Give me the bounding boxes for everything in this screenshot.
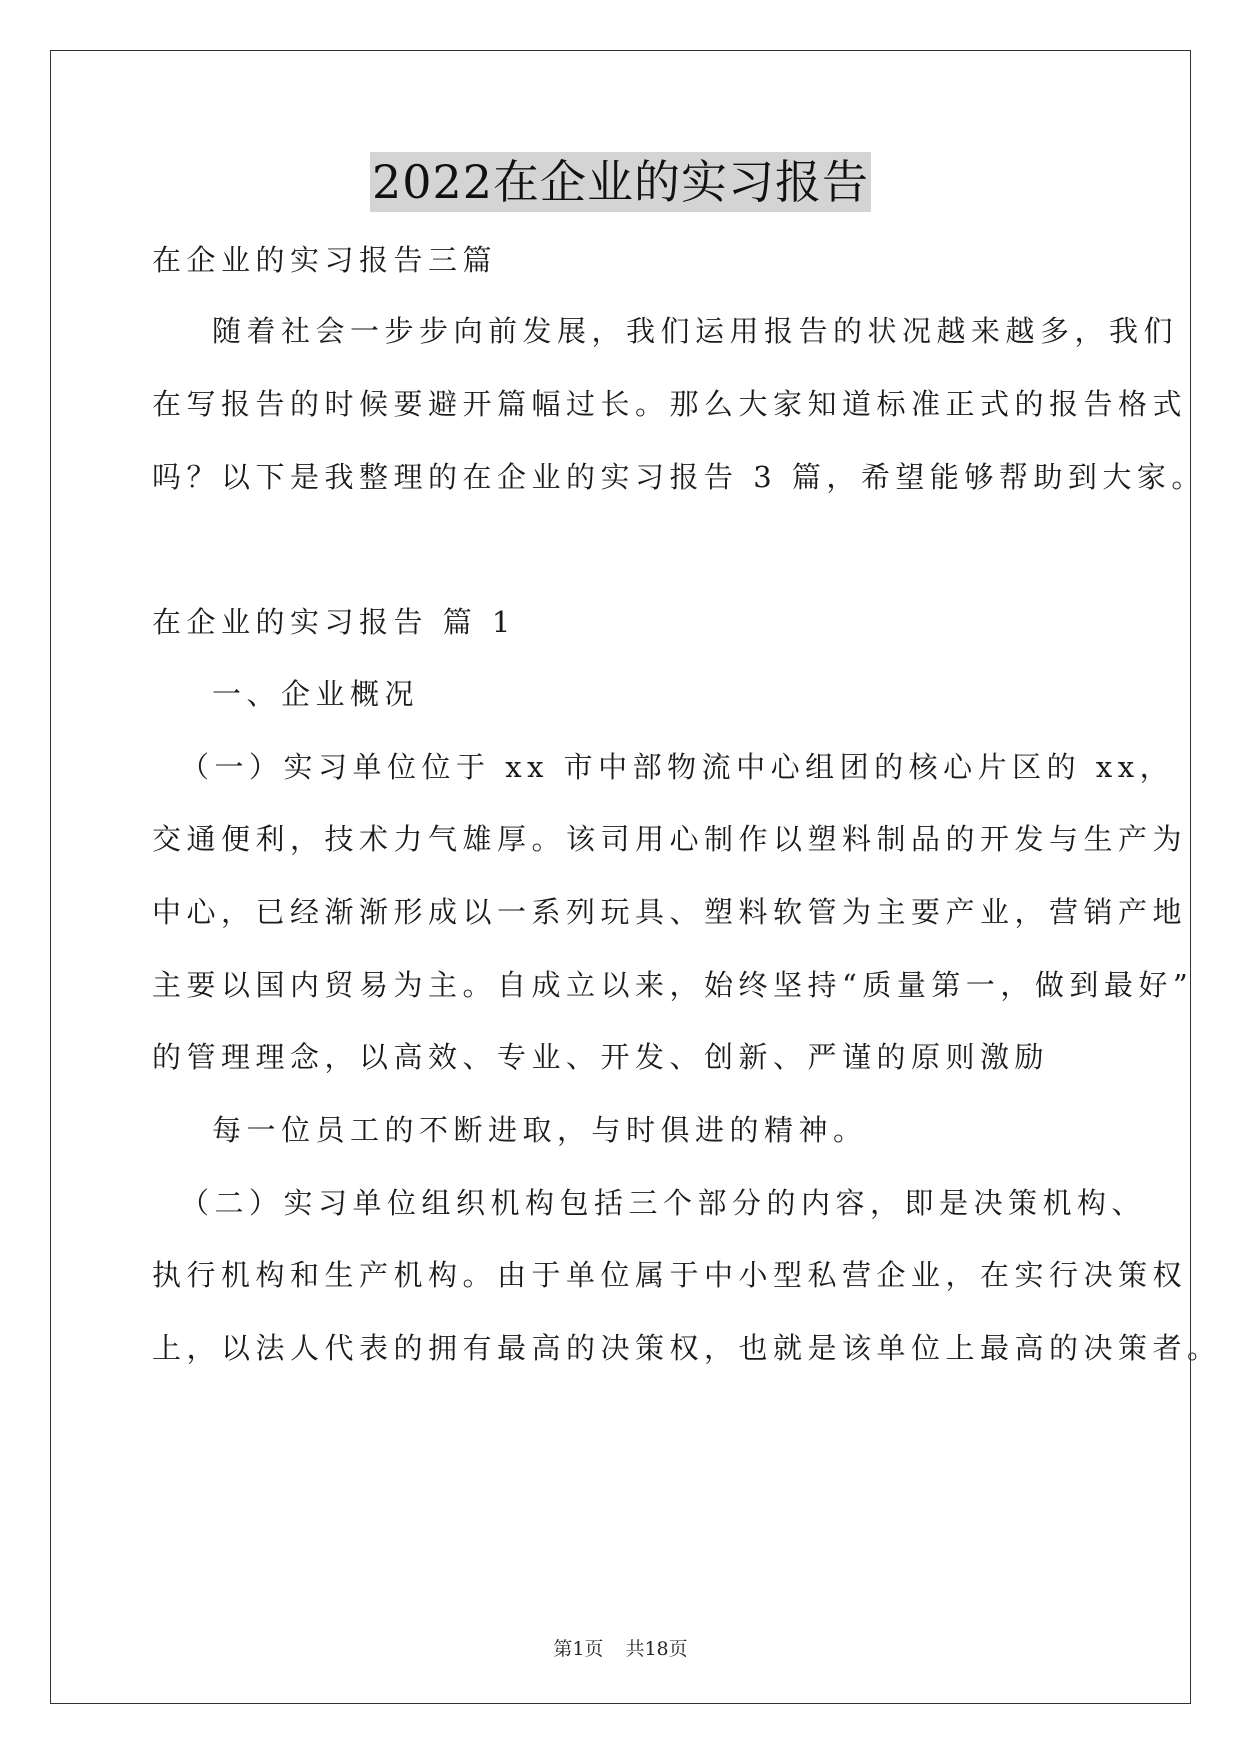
subsection-heading: 一、企业概况 xyxy=(212,677,420,711)
section-heading: 在企业的实习报告 篇 1 xyxy=(152,605,516,639)
paragraph-line: 的管理理念，以高效、专业、开发、创新、严谨的原则激励 xyxy=(152,1040,1050,1074)
page-border xyxy=(50,50,1194,1704)
title-container xyxy=(0,152,1241,212)
paragraph-line: 上，以法人代表的拥有最高的决策权，也就是该单位上最高的决策者。 xyxy=(152,1331,1222,1365)
page-total: 共18页 xyxy=(625,1638,688,1660)
paragraph-line: 交通便利，技术力气雄厚。该司用心制作以塑料制品的开发与生产为 xyxy=(152,822,1188,856)
paragraph-line: （一）实习单位位于 xx 市中部物流中心组团的核心片区的 xx， xyxy=(180,750,1175,784)
document-title: 2022在企业的实习报告 xyxy=(370,152,871,212)
page-footer xyxy=(0,1634,1241,1661)
subtitle-line: 在企业的实习报告三篇 xyxy=(152,243,498,277)
page-number: 第1页 xyxy=(553,1638,604,1660)
paragraph-line: 每一位员工的不断进取，与时俱进的精神。 xyxy=(212,1113,868,1147)
paragraph-line: 吗？以下是我整理的在企业的实习报告 3 篇，希望能够帮助到大家。 xyxy=(152,460,1206,494)
paragraph-line: 随着社会一步步向前发展，我们运用报告的状况越来越多，我们 xyxy=(212,314,1179,348)
paragraph-line: 在写报告的时候要避开篇幅过长。那么大家知道标准正式的报告格式 xyxy=(152,387,1188,421)
paragraph-line: （二）实习单位组织机构包括三个部分的内容，即是决策机构、 xyxy=(180,1186,1147,1220)
paragraph-line: 中心，已经渐渐形成以一系列玩具、塑料软管为主要产业，营销产地 xyxy=(152,895,1188,929)
paragraph-line: 主要以国内贸易为主。自成立以来，始终坚持“质量第一，做到最好” xyxy=(152,968,1194,1002)
paragraph-line: 执行机构和生产机构。由于单位属于中小型私营企业，在实行决策权 xyxy=(152,1258,1188,1292)
